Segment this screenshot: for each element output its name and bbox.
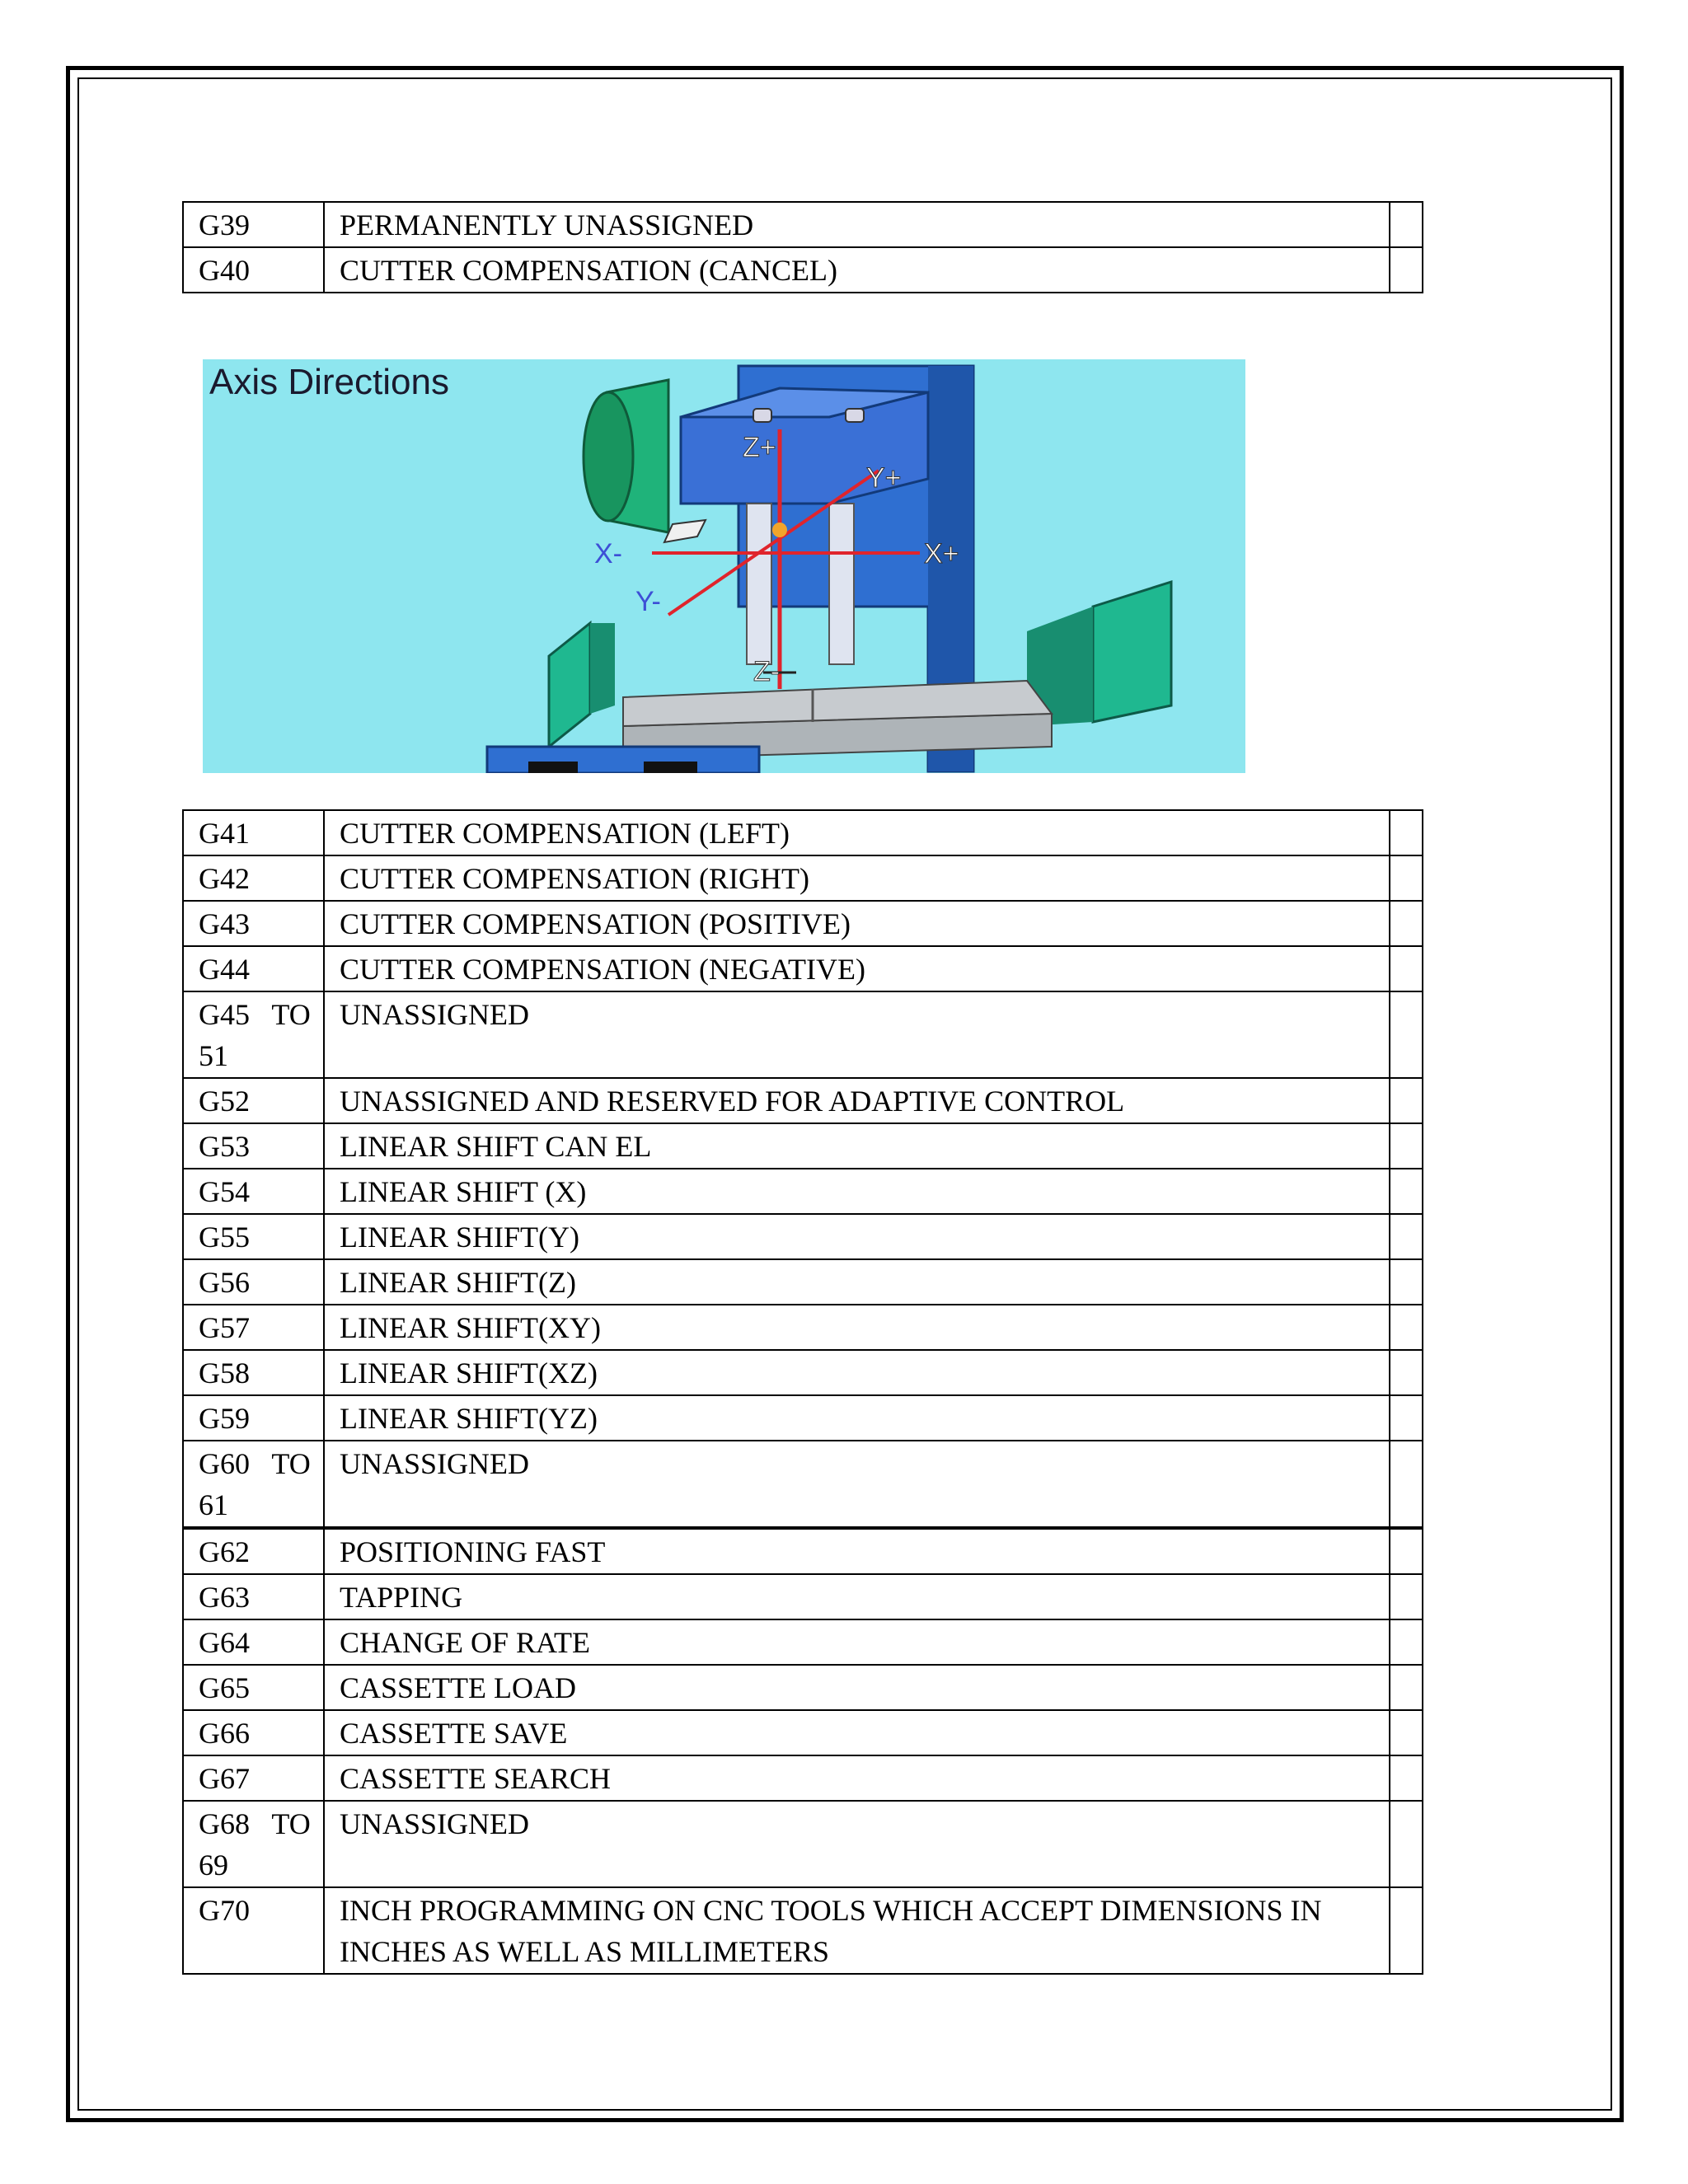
spindle-post-left bbox=[747, 504, 771, 664]
blank-cell bbox=[1390, 1123, 1423, 1169]
description-cell: LINEAR SHIFT (X) bbox=[324, 1169, 1390, 1214]
table-row bbox=[183, 247, 1423, 293]
gcode-cell: G45 TO 51 bbox=[183, 991, 324, 1078]
gcode-table-top-body bbox=[183, 202, 1423, 293]
table-row bbox=[183, 1441, 1423, 1528]
table-row bbox=[183, 1710, 1423, 1755]
axis-label-z-minus: Z- bbox=[753, 656, 781, 687]
table-row bbox=[183, 991, 1423, 1078]
description-cell: CUTTER COMPENSATION (POSITIVE) bbox=[324, 901, 1390, 946]
gcode-cell: G40 bbox=[183, 247, 324, 293]
blank-cell bbox=[1390, 202, 1423, 247]
blank-cell bbox=[1390, 1259, 1423, 1305]
gcode-cell: G52 bbox=[183, 1078, 324, 1123]
description-cell: CASSETTE SAVE bbox=[324, 1710, 1390, 1755]
axis-label-x-minus: X- bbox=[594, 538, 622, 569]
table-row bbox=[183, 1395, 1423, 1441]
table-row bbox=[183, 1305, 1423, 1350]
table-row bbox=[183, 1801, 1423, 1887]
description-cell: UNASSIGNED bbox=[324, 1441, 1390, 1528]
gcode-cell: G64 bbox=[183, 1619, 324, 1665]
blank-cell bbox=[1390, 1665, 1423, 1710]
gcode-cell: G70 bbox=[183, 1887, 324, 1974]
table-row bbox=[183, 1123, 1423, 1169]
table-row bbox=[183, 1259, 1423, 1305]
blank-cell bbox=[1390, 1214, 1423, 1259]
blank-cell bbox=[1390, 1169, 1423, 1214]
description-cell: PERMANENTLY UNASSIGNED bbox=[324, 202, 1390, 247]
table-row bbox=[183, 1078, 1423, 1123]
gcode-table-top bbox=[182, 201, 1423, 293]
gcode-cell: G56 bbox=[183, 1259, 324, 1305]
description-cell: TAPPING bbox=[324, 1574, 1390, 1619]
figure-title: Axis Directions bbox=[209, 362, 449, 402]
gcode-cell: G60 TO 61 bbox=[183, 1441, 324, 1528]
table-row bbox=[183, 1619, 1423, 1665]
gcode-cell: G54 bbox=[183, 1169, 324, 1214]
gcode-table-main-body bbox=[183, 810, 1423, 1974]
gcode-cell: G67 bbox=[183, 1755, 324, 1801]
blank-cell bbox=[1390, 1710, 1423, 1755]
gcode-cell: G41 bbox=[183, 810, 324, 855]
table-row bbox=[183, 202, 1423, 247]
description-cell: INCH PROGRAMMING ON CNC TOOLS WHICH ACCEPT DIMENSIONS IN INCHES AS WELL AS MILLIMETERS bbox=[324, 1887, 1390, 1974]
description-cell: LINEAR SHIFT(XY) bbox=[324, 1305, 1390, 1350]
axis-label-x-plus: X+ bbox=[924, 538, 959, 569]
gcode-cell: G62 bbox=[183, 1528, 324, 1574]
table-row bbox=[183, 1528, 1423, 1574]
table-row bbox=[183, 1169, 1423, 1214]
gcode-cell: G55 bbox=[183, 1214, 324, 1259]
gcode-cell: G59 bbox=[183, 1395, 324, 1441]
gcode-cell: G44 bbox=[183, 946, 324, 991]
axis-directions-figure bbox=[203, 359, 1245, 773]
gcode-table-main bbox=[182, 809, 1423, 1975]
axis-label-z-plus: Z+ bbox=[743, 432, 776, 463]
gcode-cell: G58 bbox=[183, 1350, 324, 1395]
base-slot-right bbox=[644, 762, 697, 773]
description-cell: CHANGE OF RATE bbox=[324, 1619, 1390, 1665]
bolt-right bbox=[846, 409, 864, 422]
machine-base-left bbox=[487, 747, 759, 773]
blank-cell bbox=[1390, 855, 1423, 901]
description-cell: CUTTER COMPENSATION (LEFT) bbox=[324, 810, 1390, 855]
description-cell: CUTTER COMPENSATION (NEGATIVE) bbox=[324, 946, 1390, 991]
axis-label-y-plus: Y+ bbox=[866, 462, 902, 494]
table-guard-right bbox=[1093, 582, 1171, 722]
blank-cell bbox=[1390, 1078, 1423, 1123]
description-cell: CUTTER COMPENSATION (RIGHT) bbox=[324, 855, 1390, 901]
gcode-cell: G68 TO 69 bbox=[183, 1801, 324, 1887]
tool-point bbox=[772, 523, 787, 537]
blank-cell bbox=[1390, 1350, 1423, 1395]
blank-cell bbox=[1390, 946, 1423, 991]
base-slot-left bbox=[528, 762, 578, 773]
description-cell: POSITIONING FAST bbox=[324, 1528, 1390, 1574]
description-cell: UNASSIGNED AND RESERVED FOR ADAPTIVE CONTROL bbox=[324, 1078, 1390, 1123]
gcode-cell: G63 bbox=[183, 1574, 324, 1619]
table-row bbox=[183, 1887, 1423, 1974]
description-cell: LINEAR SHIFT(XZ) bbox=[324, 1350, 1390, 1395]
table-row bbox=[183, 1755, 1423, 1801]
gcode-cell: G53 bbox=[183, 1123, 324, 1169]
blank-cell bbox=[1390, 901, 1423, 946]
description-cell: CASSETTE LOAD bbox=[324, 1665, 1390, 1710]
table-row bbox=[183, 1574, 1423, 1619]
blank-cell bbox=[1390, 1305, 1423, 1350]
table-row bbox=[183, 810, 1423, 855]
gcode-cell: G57 bbox=[183, 1305, 324, 1350]
blank-cell bbox=[1390, 810, 1423, 855]
description-cell: UNASSIGNED bbox=[324, 991, 1390, 1078]
table-row bbox=[183, 946, 1423, 991]
blank-cell bbox=[1390, 1574, 1423, 1619]
description-cell: LINEAR SHIFT(Y) bbox=[324, 1214, 1390, 1259]
gcode-cell: G66 bbox=[183, 1710, 324, 1755]
blank-cell bbox=[1390, 1441, 1423, 1528]
blank-cell bbox=[1390, 247, 1423, 293]
blank-cell bbox=[1390, 991, 1423, 1078]
blank-cell bbox=[1390, 1528, 1423, 1574]
axis-label-y-minus: Y- bbox=[635, 586, 661, 617]
bolt-left bbox=[753, 409, 771, 422]
table-row bbox=[183, 855, 1423, 901]
description-cell: LINEAR SHIFT(YZ) bbox=[324, 1395, 1390, 1441]
milling-machine-illustration bbox=[203, 359, 1245, 773]
description-cell: LINEAR SHIFT(Z) bbox=[324, 1259, 1390, 1305]
gcode-cell: G42 bbox=[183, 855, 324, 901]
motor-end bbox=[584, 392, 633, 521]
table-row bbox=[183, 1665, 1423, 1710]
table-row bbox=[183, 1214, 1423, 1259]
blank-cell bbox=[1390, 1801, 1423, 1887]
description-cell: LINEAR SHIFT CAN EL bbox=[324, 1123, 1390, 1169]
spindle-post-right bbox=[829, 504, 854, 664]
blank-cell bbox=[1390, 1755, 1423, 1801]
table-row bbox=[183, 1350, 1423, 1395]
description-cell: UNASSIGNED bbox=[324, 1801, 1390, 1887]
blank-cell bbox=[1390, 1619, 1423, 1665]
description-cell: CUTTER COMPENSATION (CANCEL) bbox=[324, 247, 1390, 293]
description-cell: CASSETTE SEARCH bbox=[324, 1755, 1390, 1801]
table-row bbox=[183, 901, 1423, 946]
blank-cell bbox=[1390, 1887, 1423, 1974]
table-guard-left-inner bbox=[590, 623, 615, 714]
blank-cell bbox=[1390, 1395, 1423, 1441]
gcode-cell: G43 bbox=[183, 901, 324, 946]
gcode-cell: G39 bbox=[183, 202, 324, 247]
gcode-cell: G65 bbox=[183, 1665, 324, 1710]
